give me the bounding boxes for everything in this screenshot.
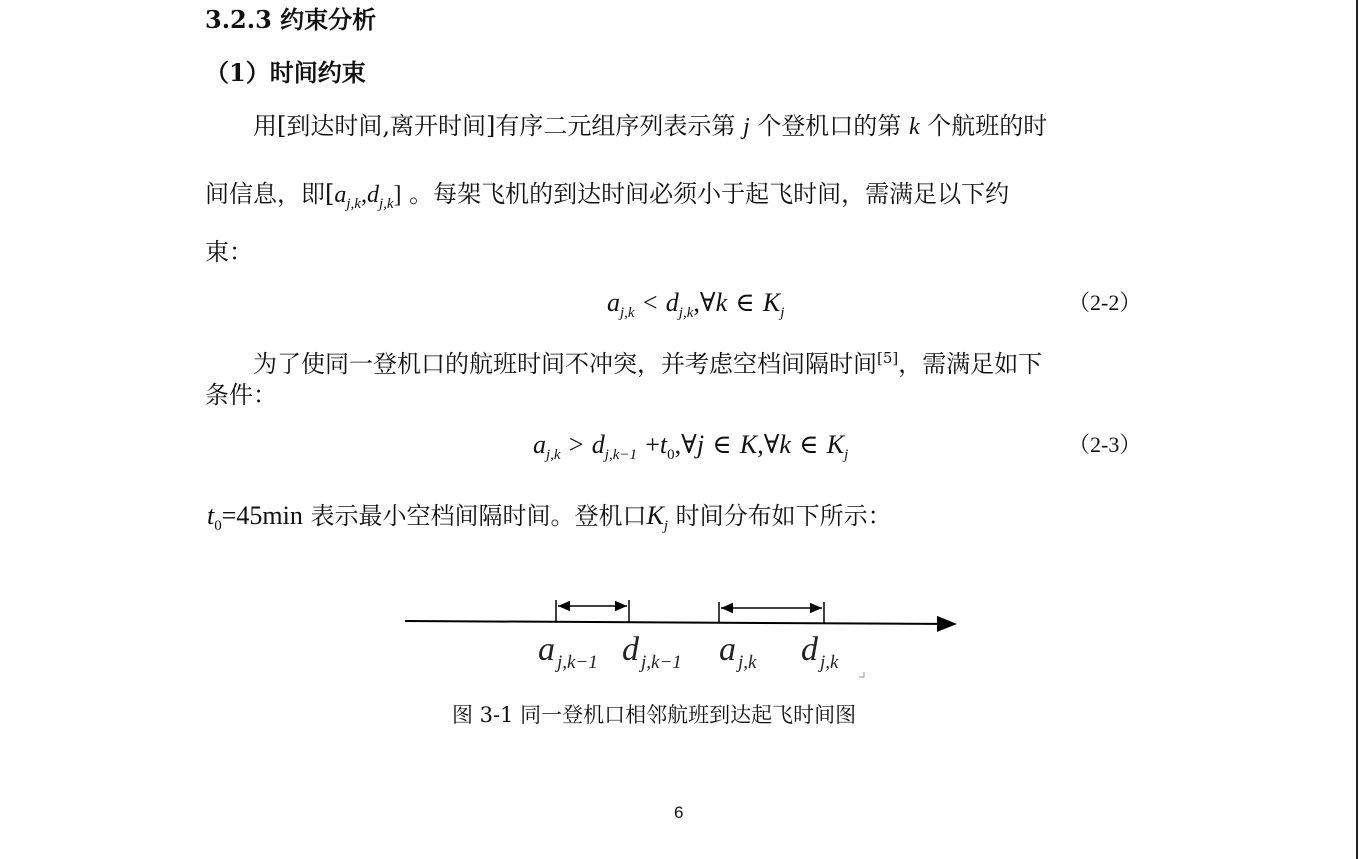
para2-line2: 条件： <box>205 381 277 409</box>
label-d-jk: d $_{j,k}$ <box>801 631 839 673</box>
var-k: k <box>908 114 920 140</box>
var-Kj: K <box>646 501 664 530</box>
eq2-element-of-1: ∈ <box>712 430 732 459</box>
section-title: 约束分析 <box>280 5 377 34</box>
eq1-k: k <box>715 288 728 317</box>
eq2-forall-2: ,∀ <box>757 430 780 459</box>
eq2-j: j <box>696 430 705 459</box>
para1-text-1: 用[到达时间,离开时间]有序二元组序列表示第 <box>253 112 736 140</box>
eq2-a: a <box>533 430 546 459</box>
eq2-K: K <box>739 430 758 459</box>
eq2-a-sub: j,k <box>546 447 561 463</box>
para3-text-1: 表示最小空档间隔时间。登机口 <box>310 502 647 530</box>
section-number: 3.2.3 <box>205 5 272 34</box>
var-a-sub: j,k <box>346 196 361 212</box>
eq1-a: a <box>607 288 620 317</box>
citation-ref: [5] <box>877 349 899 367</box>
label-a-jk-1: a $_{j,k-1}$ <box>538 631 598 673</box>
eq2-greater-than: > <box>568 430 584 459</box>
eq2-t-sub: 0 <box>667 447 675 463</box>
var-d: d <box>366 182 379 208</box>
eq2-K-j: K <box>826 430 845 459</box>
para1-text-2: 个登机口的第 <box>757 112 902 140</box>
label-d-jk-1: d $_{j,k-1}$ <box>622 631 682 673</box>
eq2-forall-1: ,∀ <box>674 430 697 459</box>
eq2-K-sub: j <box>844 447 849 463</box>
eq1-K-sub: j <box>780 305 785 321</box>
var-t0-sub: 0 <box>214 518 222 534</box>
eq2-plus: + <box>645 430 660 459</box>
paragraph-mark-icon <box>859 672 864 677</box>
para2-text-1: 为了使同一登机口的航班时间不冲突，并考虑空档间隔时间 <box>253 350 877 378</box>
para1-text-4: 间信息，即[ <box>205 180 335 208</box>
t0-value: =45min <box>221 501 303 530</box>
equation-number-2-2: （2-2） <box>1068 290 1142 315</box>
eq2-d: d <box>591 430 605 459</box>
eq1-d-sub: j,k <box>678 305 694 321</box>
eq1-element-of: ∈ <box>735 288 755 317</box>
var-t0: t <box>207 501 215 530</box>
eq1-a-sub: j,k <box>620 305 635 321</box>
var-d-sub: j,k <box>378 196 394 212</box>
subsection-heading: （1）时间约束 <box>205 58 366 87</box>
eq2-k: k <box>779 430 791 459</box>
para1-text-5: 。每架飞机的到达时间必须小于起飞时间，需满足以下约 <box>409 180 1010 208</box>
para2-text-2: ，需满足如下 <box>898 350 1043 378</box>
var-a: a <box>334 182 347 208</box>
bracket-close: ] <box>393 182 402 208</box>
eq1-d: d <box>665 288 679 317</box>
page-number: 6 <box>674 803 684 822</box>
equation-number-2-3: （2-3） <box>1068 432 1142 457</box>
figure-caption: 图 3-1 同一登机口相邻航班到达起飞时间图 <box>452 703 857 727</box>
para1-text-3: 个航班的时 <box>927 112 1048 140</box>
var-j: j <box>743 114 750 140</box>
label-a-jk: a $_{j,k}$ <box>719 631 757 673</box>
var-Kj-sub: j <box>663 518 669 534</box>
eq2-d-sub: j,k−1 <box>604 447 637 463</box>
eq1-forall: ,∀ <box>693 288 716 317</box>
eq2-element-of-2: ∈ <box>799 430 819 459</box>
para1-line3: 束： <box>205 238 253 266</box>
eq1-K: K <box>762 288 781 317</box>
eq2-t: t <box>659 430 668 459</box>
time-axis-arrow <box>405 621 955 624</box>
comma: , <box>360 182 367 208</box>
para3-text-2: 时间分布如下所示： <box>675 502 892 530</box>
eq1-less-than: < <box>642 288 658 317</box>
